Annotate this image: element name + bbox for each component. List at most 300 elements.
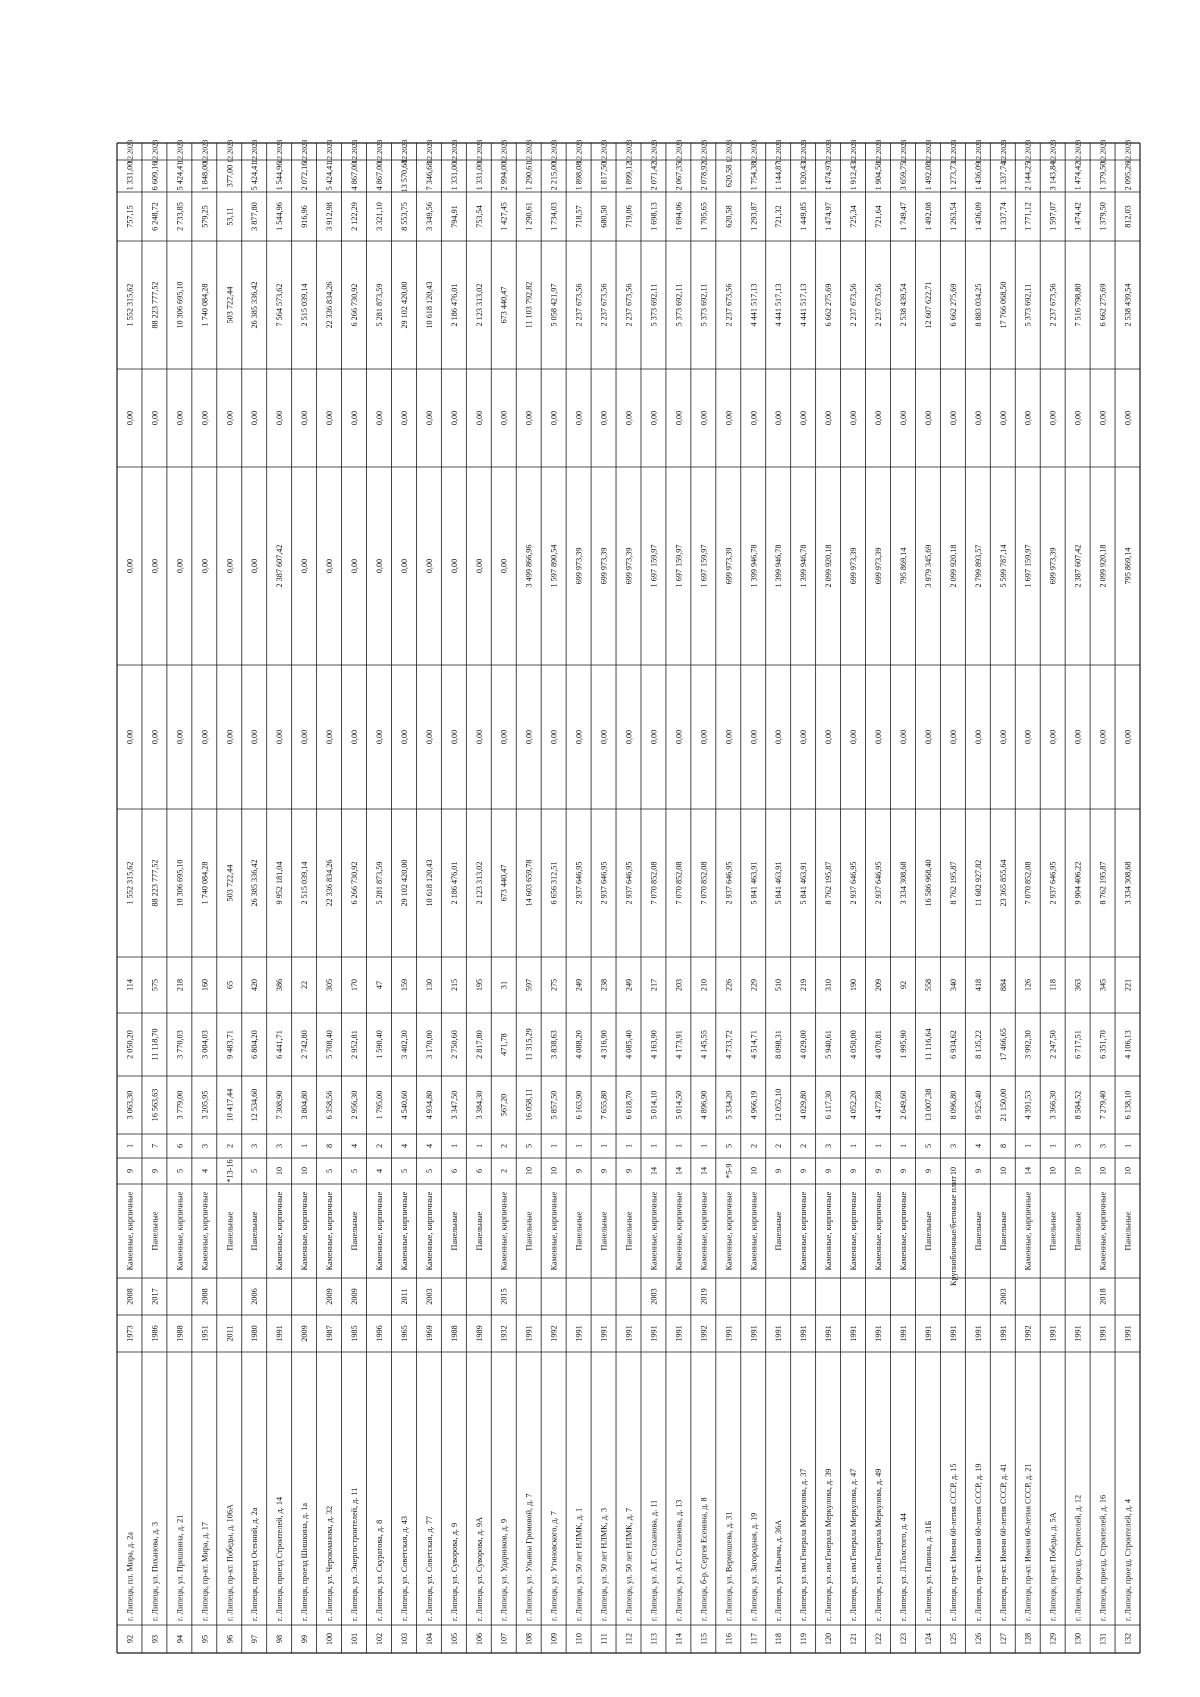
cell-fl: 10	[948, 1166, 958, 1176]
cell-date: 12.2023	[775, 139, 784, 164]
cell-s5: 4 441 517,13	[749, 283, 759, 327]
cell-s4: 0,00	[449, 410, 459, 426]
cell-n: 226	[724, 978, 734, 992]
cell-s1: 29 102 420,00	[399, 859, 409, 907]
cell-s5: 2 237 673,56	[724, 283, 734, 327]
cell-mat: Каменные, кирпичные	[1098, 1191, 1108, 1271]
cell-fl: 5	[325, 1168, 335, 1174]
cell-a1: 6 138,10	[1123, 1090, 1133, 1120]
cell-address: г. Липецк, ул. Советская, д. 43	[399, 1516, 409, 1621]
cell-s3: 0,00	[225, 558, 235, 574]
cell-address: г. Липецк, ул. Скуратова, д. 8	[374, 1519, 384, 1621]
cell-mat: Каменные, кирпичные	[125, 1191, 135, 1271]
cell-s1: 10 306 695,10	[175, 859, 185, 907]
cell-ent: 1	[699, 1143, 709, 1149]
cell-a1: 567,20	[499, 1093, 509, 1117]
cell-address: г. Липецк, ул. Л.Толстого, д. 44	[898, 1513, 908, 1621]
cell-date: 12.2023	[1124, 139, 1133, 164]
cell-date: 12.2023	[700, 139, 709, 164]
cell-ent: 4	[399, 1143, 409, 1149]
cell-address: г. Липецк, ул. Ульяны Громовой, д. 7	[524, 1493, 534, 1621]
cell-mat: Каменные, кирпичные	[300, 1191, 310, 1271]
cell-s1: 14 603 659,78	[524, 859, 534, 907]
cell-y1: 1991	[674, 1325, 684, 1342]
cell-a2: 1 995,90	[898, 1030, 908, 1059]
cell-s4: 0,00	[1023, 410, 1033, 426]
cell-a1: 9 525,40	[973, 1090, 983, 1120]
cell-a2: 11 315,29	[524, 1028, 534, 1061]
cell-fl: 2	[499, 1168, 509, 1174]
cell-y1: 1988	[175, 1325, 185, 1342]
cell-a1: 6 358,56	[325, 1090, 335, 1120]
cell-date: 12.2023	[326, 139, 335, 164]
cell-n: 575	[150, 978, 160, 992]
cell-date: 12.2023	[825, 139, 834, 164]
cell-p1: 1 293,87	[749, 202, 759, 231]
cell-s3: 5 599 787,14	[998, 544, 1008, 588]
cell-address: г. Липецк, ул. Загородная, д. 19	[749, 1512, 759, 1621]
cell-s1: 7 070 852,08	[1023, 861, 1033, 905]
cell-y1: 1986	[150, 1325, 160, 1342]
cell-s2: 0,00	[998, 729, 1008, 745]
cell-a1: 16 058,11	[524, 1088, 534, 1122]
cell-n: 210	[699, 978, 709, 992]
cell-a2: 6 351,70	[1098, 1030, 1108, 1059]
cell-s3: 0,00	[325, 558, 335, 574]
cell-a1: 3 779,00	[175, 1090, 185, 1120]
cell-p2: 3 143,84	[1048, 161, 1058, 191]
cell-s5: 10 618 120,43	[424, 281, 434, 329]
cell-s4: 0,00	[973, 410, 983, 426]
cell-a1: 4 029,80	[799, 1090, 809, 1120]
cell-address: г. Липецк, ул. Пришвина, д. 21	[175, 1514, 185, 1621]
cell-s1: 2 937 646,95	[624, 861, 634, 905]
cell-no: 113	[649, 1633, 659, 1645]
cell-y2: 2008	[200, 1288, 210, 1305]
cell-s3: 0,00	[250, 558, 260, 574]
cell-s4: 0,00	[125, 410, 135, 426]
cell-address: г. Липецк, пр-кт. Победы, д. 5А	[1048, 1512, 1058, 1621]
cell-p1: 1 771,12	[1023, 202, 1033, 231]
cell-a2: 4 514,71	[749, 1030, 759, 1059]
cell-n: 195	[474, 978, 484, 992]
cell-a2: 11 116,64	[923, 1028, 933, 1061]
cell-s5: 2 237 673,56	[574, 283, 584, 327]
cell-ent: 1	[649, 1143, 659, 1149]
cell-ent: 1	[574, 1143, 584, 1149]
cell-y1: 1991	[948, 1325, 958, 1342]
cell-mat: Панельные	[225, 1211, 235, 1251]
cell-s1: 88 223 777,52	[150, 859, 160, 907]
cell-mat: Панельные	[1073, 1211, 1083, 1251]
cell-mat: Каменные, кирпичные	[374, 1191, 384, 1271]
cell-date: 12.2023	[650, 139, 659, 164]
cell-y2: 2015	[499, 1288, 509, 1305]
cell-fl: 4	[200, 1168, 210, 1174]
cell-a2: 4 029,00	[799, 1030, 809, 1059]
cell-mat: Панельные	[599, 1211, 609, 1251]
cell-address: г. Липецк, ул. Утиновского, д. 7	[549, 1511, 559, 1621]
cell-a2: 2 742,80	[300, 1030, 310, 1059]
cell-p1: 794,91	[449, 205, 459, 228]
cell-y1: 1996	[374, 1325, 384, 1342]
cell-n: 345	[1098, 978, 1108, 992]
cell-s5: 673 440,47	[499, 286, 509, 324]
cell-p1: 721,32	[774, 205, 784, 228]
cell-s3: 0,00	[499, 558, 509, 574]
cell-mat: Каменные, кирпичные	[399, 1191, 409, 1271]
cell-date: 12.2023	[675, 139, 684, 164]
cell-fl: *5-9	[724, 1163, 734, 1179]
cell-s5: 2 237 673,56	[849, 283, 859, 327]
cell-ent: 3	[1073, 1143, 1083, 1149]
cell-s1: 23 365 855,64	[998, 859, 1008, 907]
cell-y1: 1988	[449, 1325, 459, 1342]
cell-date: 12.2023	[301, 139, 310, 164]
cell-y1: 1991	[849, 1325, 859, 1342]
cell-fl: 14	[649, 1166, 659, 1176]
cell-s2: 0,00	[200, 729, 210, 745]
cell-s5: 5 373 692,11	[674, 283, 684, 327]
cell-s4: 0,00	[499, 410, 509, 426]
cell-a2: 4 173,91	[674, 1030, 684, 1059]
cell-s2: 0,00	[350, 729, 360, 745]
cell-p2: 2 994,00	[499, 161, 509, 191]
cell-a2: 6 934,62	[948, 1030, 958, 1059]
cell-no: 101	[350, 1632, 360, 1646]
cell-y1: 1991	[973, 1325, 983, 1342]
cell-no: 92	[125, 1634, 135, 1644]
cell-ent: 4	[424, 1143, 434, 1149]
cell-p1: 3 912,98	[325, 202, 335, 231]
cell-ent: 1	[1048, 1143, 1058, 1149]
cell-s1: 8 762 195,87	[824, 861, 834, 905]
cell-s3: 2 387 607,42	[275, 544, 285, 588]
cell-a2: 4 085,40	[624, 1030, 634, 1059]
cell-p1: 721,64	[874, 205, 884, 228]
cell-p1: 1 734,03	[549, 202, 559, 231]
cell-p1: 3 877,80	[250, 202, 260, 231]
cell-a2: 2 050,20	[125, 1030, 135, 1059]
cell-s1: 2 937 646,95	[599, 861, 609, 905]
cell-p2: 2 071,42	[649, 161, 659, 191]
cell-mat: Панельные	[923, 1211, 933, 1251]
cell-a1: 21 150,00	[998, 1088, 1008, 1122]
cell-y2: 2018	[1098, 1288, 1108, 1305]
cell-date: 12.2023	[850, 139, 859, 164]
cell-y1: 1992	[1023, 1325, 1033, 1342]
cell-n: 310	[824, 978, 834, 992]
cell-no: 112	[624, 1633, 634, 1645]
cell-mat: Панельные	[624, 1211, 634, 1251]
cell-n: 340	[948, 978, 958, 992]
cell-mat: Каменные, кирпичные	[275, 1191, 285, 1271]
cell-s3: 699 973,39	[724, 547, 734, 585]
cell-mat: Панельные	[250, 1211, 260, 1251]
cell-fl: 9	[898, 1168, 908, 1174]
cell-ent: 4	[350, 1143, 360, 1149]
cell-ent: 1	[624, 1143, 634, 1149]
cell-p2: 1 754,38	[749, 161, 759, 191]
cell-mat: Каменные, кирпичные	[424, 1191, 434, 1271]
cell-date: 12.2023	[525, 139, 534, 164]
cell-p1: 725,34	[849, 205, 859, 228]
cell-no: 124	[923, 1632, 933, 1646]
cell-s3: 0,00	[424, 558, 434, 574]
cell-n: 47	[374, 980, 384, 990]
cell-n: 31	[499, 980, 509, 990]
cell-a1: 3 063,30	[125, 1090, 135, 1120]
cell-address: г. Липецк, проезд Строителей, д. 14	[275, 1496, 285, 1621]
cell-address: г. Липецк, проезд Осенний, д. 2а	[250, 1507, 260, 1621]
cell-n: 305	[325, 978, 335, 992]
cell-mat: Каменные, кирпичные	[724, 1191, 734, 1271]
cell-a2: 6 441,71	[275, 1030, 285, 1059]
cell-s5: 17 766 068,50	[998, 281, 1008, 329]
cell-s2: 0,00	[424, 729, 434, 745]
cell-p2: 1 898,08	[574, 161, 584, 191]
cell-p1: 1 290,61	[524, 202, 534, 231]
cell-s3: 0,00	[449, 558, 459, 574]
cell-a1: 2 649,60	[898, 1090, 908, 1120]
cell-mat: Каменные, кирпичные	[874, 1191, 884, 1271]
cell-a2: 4 106,13	[1123, 1030, 1133, 1059]
cell-s1: 1 740 084,28	[200, 861, 210, 905]
cell-ent: 3	[1098, 1143, 1108, 1149]
cell-address: г. Липецк, пр-кт. Имени 60-летия СССР, д. 19	[973, 1463, 983, 1621]
cell-date: 12.2023	[1049, 139, 1058, 164]
cell-p2: 1 144,87	[774, 161, 784, 191]
cell-mat: Каменные, кирпичные	[1023, 1191, 1033, 1271]
cell-s4: 0,00	[250, 410, 260, 426]
cell-s4: 0,00	[1048, 410, 1058, 426]
cell-y2: 2003	[424, 1288, 434, 1305]
cell-s3: 2 099 920,18	[824, 544, 834, 588]
cell-fl: 10	[749, 1166, 759, 1176]
cell-a1: 1 795,00	[374, 1090, 384, 1120]
cell-fl: 5	[175, 1168, 185, 1174]
cell-a2: 3 402,30	[399, 1030, 409, 1059]
cell-mat: Панельные	[474, 1211, 484, 1251]
cell-fl: 9	[774, 1168, 784, 1174]
cell-date: 12.2023	[625, 139, 634, 164]
cell-fl: 14	[674, 1166, 684, 1176]
cell-y1: 1980	[250, 1325, 260, 1342]
cell-p1: 3 349,56	[424, 202, 434, 231]
cell-s5: 2 186 476,01	[449, 283, 459, 327]
cell-ent: 1	[1023, 1143, 1033, 1149]
cell-s2: 0,00	[1048, 729, 1058, 745]
cell-s5: 8 883 034,25	[973, 283, 983, 327]
cell-p2: 1 912,43	[849, 161, 859, 191]
cell-address: г. Липецк, ул. 50 лет НЛМК, д. 3	[599, 1507, 609, 1621]
cell-s5: 26 385 336,42	[250, 281, 260, 329]
cell-p2: 1 436,09	[973, 161, 983, 191]
cell-mat: Крупноблочные/бетонные плит	[948, 1176, 958, 1286]
cell-no: 127	[998, 1632, 1008, 1646]
cell-address: г. Липецк, пр-кт. Имени 60-летия СССР, д. 15	[948, 1463, 958, 1621]
cell-a2: 8 135,22	[973, 1030, 983, 1059]
cell-y1: 1969	[424, 1325, 434, 1342]
cell-fl: 9	[624, 1168, 634, 1174]
cell-mat: Панельные	[350, 1211, 360, 1251]
cell-s4: 0,00	[1123, 410, 1133, 426]
cell-n: 418	[973, 978, 983, 992]
cell-s5: 5 281 873,59	[374, 283, 384, 327]
cell-s3: 0,00	[125, 558, 135, 574]
cell-n: 118	[1048, 979, 1058, 991]
cell-s1: 1 552 315,62	[125, 861, 135, 905]
cell-s5: 7 564 573,62	[275, 283, 285, 327]
cell-s4: 0,00	[799, 410, 809, 426]
cell-s3: 2 099 920,18	[948, 544, 958, 588]
cell-s1: 10 618 120,43	[424, 859, 434, 907]
cell-no: 97	[250, 1634, 260, 1644]
cell-p1: 8 553,75	[399, 202, 409, 231]
cell-address: г. Липецк, пр-кт. Победы, д. 106А	[225, 1504, 235, 1621]
cell-p1: 1 544,96	[275, 202, 285, 231]
cell-s1: 5 841 463,91	[774, 861, 784, 905]
cell-fl: 9	[874, 1168, 884, 1174]
cell-address: г. Липецк, пр-кт. Имени 60-летия СССР, д. 21	[1023, 1463, 1033, 1621]
cell-fl: 9	[799, 1168, 809, 1174]
cell-ent: 4	[973, 1143, 983, 1149]
cell-s5: 5 373 692,11	[1023, 283, 1033, 327]
cell-mat: Каменные, кирпичные	[649, 1191, 659, 1271]
cell-a1: 4 477,88	[874, 1090, 884, 1120]
cell-y1: 1991	[1123, 1325, 1133, 1342]
cell-s5: 12 607 622,71	[923, 281, 933, 329]
cell-y2: 2003	[998, 1288, 1008, 1305]
cell-a2: 2 817,80	[474, 1030, 484, 1059]
cell-s5: 6 662 275,69	[948, 283, 958, 327]
cell-n: 597	[524, 978, 534, 992]
cell-address: г. Липецк, проезд Шишкина, д. 1а	[300, 1502, 310, 1621]
cell-s4: 0,00	[275, 410, 285, 426]
cell-s2: 0,00	[374, 729, 384, 745]
cell-mat: Каменные, кирпичные	[699, 1191, 709, 1271]
cell-p2: 5 424,41	[250, 161, 260, 191]
cell-fl: 4	[374, 1168, 384, 1174]
cell-y1: 1991	[923, 1325, 933, 1342]
cell-fl: 10	[524, 1166, 534, 1176]
cell-date: 12.2023	[226, 139, 235, 164]
cell-ent: 2	[499, 1143, 509, 1149]
cell-s5: 6 266 730,92	[350, 283, 360, 327]
cell-no: 122	[874, 1632, 884, 1646]
cell-s5: 5 373 692,11	[699, 283, 709, 327]
cell-s4: 0,00	[674, 410, 684, 426]
cell-n: 130	[424, 978, 434, 992]
cell-date: 12.2023	[974, 139, 983, 164]
cell-no: 120	[824, 1632, 834, 1646]
cell-address: г. Липецк, ул. Энергостроителей, д. 11	[350, 1487, 360, 1621]
cell-ent: 1	[874, 1143, 884, 1149]
cell-s5: 10 306 695,10	[175, 281, 185, 329]
cell-s2: 0,00	[599, 729, 609, 745]
cell-no: 95	[200, 1634, 210, 1644]
cell-y1: 2011	[225, 1325, 235, 1342]
cell-mat: Панельные	[524, 1211, 534, 1251]
cell-n: 249	[574, 978, 584, 992]
cell-a1: 6 117,30	[824, 1090, 834, 1120]
cell-address: г. Липецк, ул. 50 лет НЛМК, д. 1	[574, 1507, 584, 1621]
cell-no: 119	[799, 1633, 809, 1645]
cell-s4: 0,00	[1073, 410, 1083, 426]
cell-address: г. Липецк, ул. им.Генерала Меркулова, д. 47	[849, 1468, 859, 1621]
cell-s1: 503 722,44	[225, 864, 235, 902]
cell-a2: 2 247,50	[1048, 1030, 1058, 1059]
cell-no: 108	[524, 1632, 534, 1646]
cell-s1: 3 334 308,68	[898, 861, 908, 905]
cell-s3: 0,00	[150, 558, 160, 574]
cell-p2: 1 817,50	[599, 161, 609, 191]
cell-a1: 7 308,90	[275, 1090, 285, 1120]
cell-mat: Панельные	[449, 1211, 459, 1251]
cell-ent: 6	[175, 1143, 185, 1149]
cell-a1: 16 563,63	[150, 1088, 160, 1122]
cell-n: 218	[175, 978, 185, 992]
cell-s3: 1 399 946,78	[749, 544, 759, 588]
cell-s1: 8 762 195,87	[948, 861, 958, 905]
cell-s4: 0,00	[849, 410, 859, 426]
cell-address: г. Липецк, ул. Суворова, д. 9А	[474, 1516, 484, 1621]
cell-p1: 680,50	[599, 205, 609, 228]
cell-s3: 699 973,39	[874, 547, 884, 585]
cell-s1: 2 937 646,95	[1048, 861, 1058, 905]
cell-mat: Каменные, кирпичные	[824, 1191, 834, 1271]
cell-no: 126	[973, 1632, 983, 1646]
cell-s1: 16 586 968,40	[923, 859, 933, 907]
cell-ent: 1	[549, 1143, 559, 1149]
cell-a1: 4 540,60	[399, 1090, 409, 1120]
cell-p2: 1 379,50	[1098, 161, 1108, 191]
cell-p2: 3 659,75	[898, 161, 908, 191]
cell-s5: 2 515 039,14	[300, 283, 310, 327]
cell-a2: 9 483,71	[225, 1030, 235, 1059]
cell-no: 128	[1023, 1632, 1033, 1646]
cell-s2: 0,00	[874, 729, 884, 745]
cell-a2: 4 316,90	[599, 1030, 609, 1059]
cell-p1: 1 436,09	[973, 202, 983, 231]
cell-n: 219	[799, 978, 809, 992]
cell-ent: 1	[898, 1143, 908, 1149]
cell-a1: 4 966,19	[749, 1090, 759, 1120]
cell-fl: 6	[449, 1168, 459, 1174]
cell-a1: 7 279,40	[1098, 1090, 1108, 1120]
cell-address: г. Липецк, пл. Мира, д. 2а	[125, 1532, 135, 1621]
cell-p2: 5 424,41	[325, 161, 335, 191]
cell-no: 104	[424, 1632, 434, 1646]
cell-mat: Каменные, кирпичные	[499, 1191, 509, 1271]
cell-no: 125	[948, 1632, 958, 1646]
cell-s3: 795 869,14	[898, 547, 908, 585]
cell-address: г. Липецк, ул. им.Генерала Меркулова, д. 37	[799, 1468, 809, 1621]
cell-address: г. Липецк, ул. Папина, д. 31Б	[923, 1520, 933, 1621]
cell-y1: 2009	[300, 1325, 310, 1342]
cell-p2: 2 078,92	[699, 161, 709, 191]
cell-s3: 1 697 159,97	[674, 544, 684, 588]
cell-mat: Каменные, кирпичные	[674, 1191, 684, 1271]
cell-y1: 1991	[724, 1325, 734, 1342]
cell-p2: 2 144,25	[1023, 161, 1033, 191]
cell-fl: 10	[1073, 1166, 1083, 1176]
cell-n: 386	[275, 978, 285, 992]
cell-date: 12.2023	[1024, 139, 1033, 164]
cell-a1: 13 007,38	[923, 1088, 933, 1122]
cell-fl: 9	[150, 1168, 160, 1174]
cell-s2: 0,00	[674, 729, 684, 745]
